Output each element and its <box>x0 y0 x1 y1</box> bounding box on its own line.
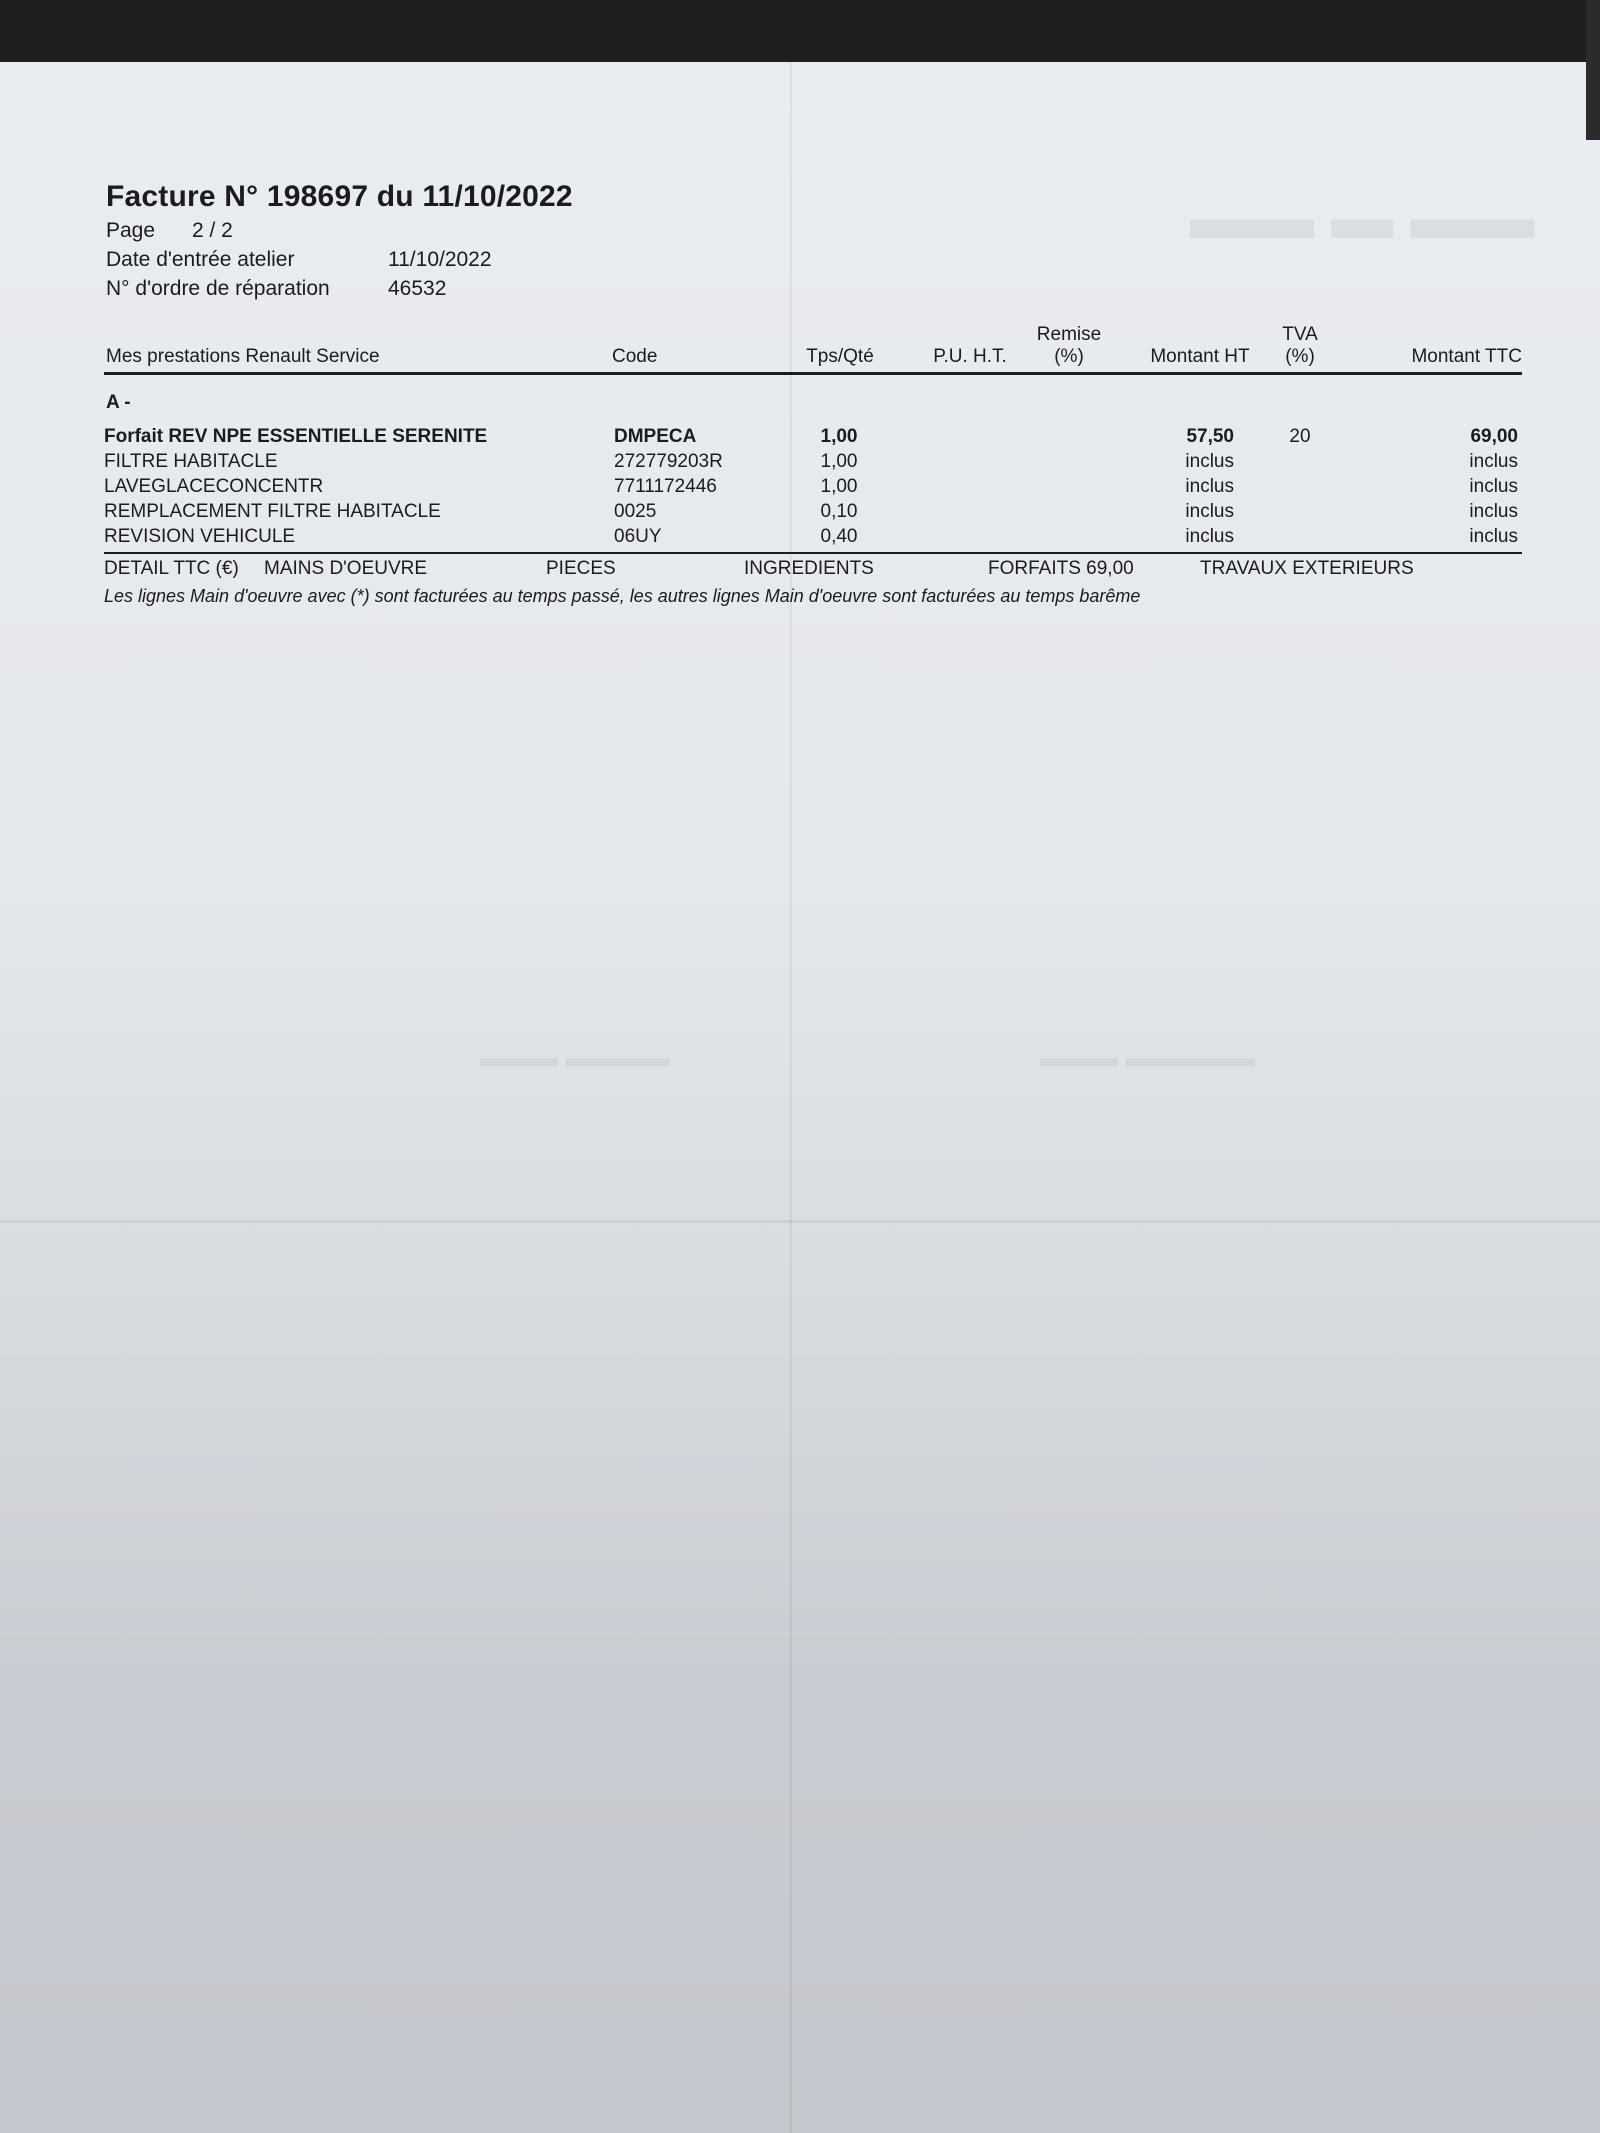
header-qty: Tps/Qté <box>806 346 874 367</box>
page-edge-shadow <box>1586 0 1600 140</box>
row-amount-ttc: inclus <box>1469 451 1518 472</box>
page-label: Page <box>106 219 156 242</box>
header-services: Mes prestations Renault Service <box>106 346 380 367</box>
detail-ingredients: INGREDIENTS <box>744 558 874 579</box>
row-code: 272779203R <box>614 451 723 472</box>
row-amount-ht: inclus <box>1185 451 1234 472</box>
row-label: LAVEGLACECONCENTR <box>104 476 324 497</box>
bleed-through-logo: ▬▬ ▬ ▬▬ <box>1190 183 1535 252</box>
row-amount-ttc: inclus <box>1469 526 1518 547</box>
row-code: 0025 <box>614 501 657 522</box>
table-row <box>104 524 1522 549</box>
row-amount-ttc: inclus <box>1469 476 1518 497</box>
entry-date-row <box>106 245 573 274</box>
row-qty: 1,00 <box>820 476 858 497</box>
row-qty: 1,00 <box>820 426 858 447</box>
entry-date-value: 11/10/2022 <box>388 248 492 271</box>
row-amount-ht: inclus <box>1185 501 1234 522</box>
table-bottom-rule <box>104 552 1522 554</box>
table-row <box>104 474 1522 499</box>
paper-fold-horizontal <box>0 1220 1600 1223</box>
invoice-header <box>106 180 573 303</box>
row-qty: 0,40 <box>820 526 858 547</box>
table-row <box>104 449 1522 474</box>
row-qty: 1,00 <box>820 451 858 472</box>
detail-packages: FORFAITS 69,00 <box>988 558 1134 579</box>
labour-note: Les lignes Main d'oeuvre avec (*) sont facturées au temps passé, les autres lignes Main d'oeuvre sont facturées au temps barême <box>104 586 1141 606</box>
table-header <box>104 324 1522 375</box>
bleed-through-block: ▬▬▬▬▬ ▬▬▬ <box>1040 1042 1256 1072</box>
header-code: Code <box>612 346 658 367</box>
invoice-title: Facture N° 198697 du 11/10/2022 <box>106 180 573 213</box>
row-label: Forfait REV NPE ESSENTIELLE SERENITE <box>104 426 488 447</box>
header-discount-line1: Remise <box>1036 324 1102 345</box>
bleed-through-block-2: ▬▬▬▬ ▬▬▬ <box>480 1042 670 1072</box>
row-label: REVISION VEHICULE <box>104 526 296 547</box>
table-row <box>104 424 1522 449</box>
entry-date-label: Date d'entrée atelier <box>106 248 295 271</box>
detail-parts: PIECES <box>546 558 616 579</box>
invoice-sheet <box>0 62 1600 2133</box>
row-qty: 0,10 <box>820 501 858 522</box>
detail-label: DETAIL TTC (€) <box>104 558 239 579</box>
page-value: 2 / 2 <box>192 219 233 242</box>
row-amount-ht: inclus <box>1185 476 1234 497</box>
header-discount-line2: (%) <box>1054 346 1084 367</box>
detail-external: TRAVAUX EXTERIEURS <box>1200 558 1414 579</box>
row-code: DMPECA <box>614 426 697 447</box>
detail-labour: MAINS D'OEUVRE <box>264 558 428 579</box>
row-code: 06UY <box>614 526 662 547</box>
row-amount-ttc: 69,00 <box>1470 426 1518 447</box>
header-tva <box>1260 324 1340 368</box>
repair-order-value: 46532 <box>388 277 447 300</box>
table-row <box>104 499 1522 524</box>
repair-order-label: N° d'ordre de réparation <box>106 277 330 300</box>
row-amount-ht: 57,50 <box>1186 426 1234 447</box>
row-code: 7711172446 <box>614 476 717 497</box>
services-table <box>104 324 1522 606</box>
row-label: REMPLACEMENT FILTRE HABITACLE <box>104 501 441 522</box>
section-label: A - <box>106 392 131 413</box>
header-amount-ttc: Montant TTC <box>1411 346 1522 367</box>
header-amount-ht: Montant HT <box>1150 346 1250 367</box>
row-amount-ttc: inclus <box>1469 501 1518 522</box>
header-tva-line1: TVA <box>1282 324 1318 345</box>
repair-order-row <box>106 274 573 303</box>
row-label: FILTRE HABITACLE <box>104 451 278 472</box>
header-unit-price: P.U. H.T. <box>933 346 1007 367</box>
page-row <box>106 216 573 245</box>
detail-ttc-row <box>104 558 1522 584</box>
row-amount-ht: inclus <box>1185 526 1234 547</box>
header-discount <box>1004 324 1134 368</box>
row-tva: 20 <box>1289 426 1311 447</box>
header-tva-line2: (%) <box>1285 346 1315 367</box>
